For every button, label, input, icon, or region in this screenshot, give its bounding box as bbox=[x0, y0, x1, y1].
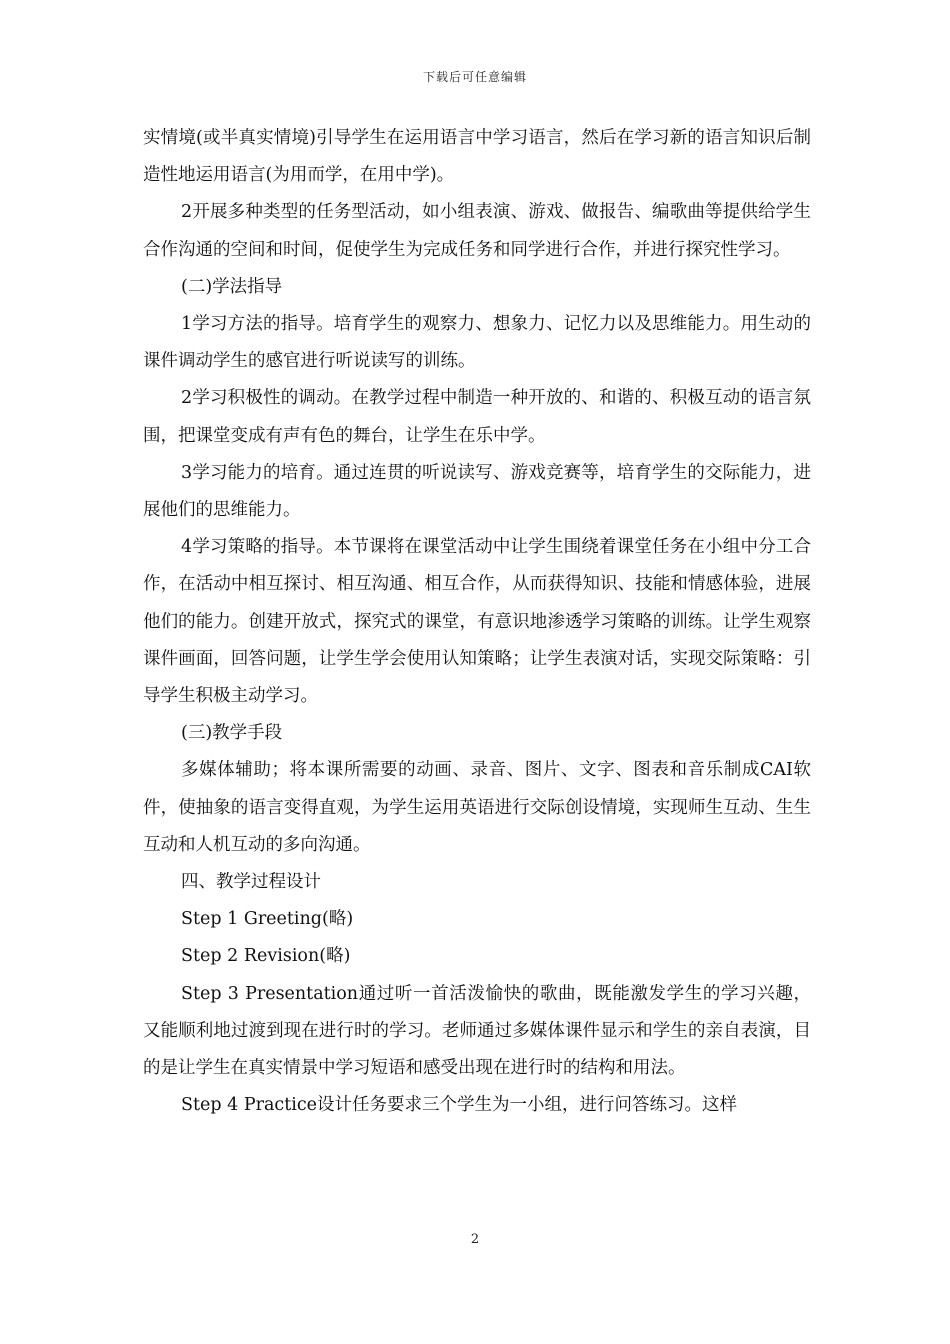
step-3-presentation: Step 3 Presentation通过听一首活泼愉快的歌曲，既能激发学生的学习兴趣，又能顺利地过渡到现在进行时的学习。老师通过多媒体课件显示和学生的亲自表演，目的是让学生在真实情景中学习短语和感受出现在进行时的结构和用法。 bbox=[143, 983, 811, 1079]
step-4-practice: Step 4 Practice设计任务要求三个学生为一小组，进行问答练习。这样 bbox=[181, 1095, 737, 1116]
paragraph-motivation: 2学习积极性的调动。在教学过程中制造一种开放的、和谐的、积极互动的语言氛围，把课堂变成有声有色的舞台，让学生在乐中学。 bbox=[143, 388, 811, 446]
paragraph-multimedia: 多媒体辅助；将本课所需要的动画、录音、图片、文字、图表和音乐制成CAI软件，使抽象的语言变得直观，为学生运用英语进行交际创设情境，实现师生互动、生生互动和人机互动的多向沟通。 bbox=[143, 760, 811, 855]
page-number: 2 bbox=[470, 1232, 480, 1247]
paragraph-strategy: 4学习策略的指导。本节课将在课堂活动中让学生围绕着课堂任务在小组中分工合作，在活动中相互探讨、相互沟通、相互合作，从而获得知识、技能和情感体验，进展他们的能力。创建开放式，探究式的课堂，有意识地渗透学习策略的训练。让学生观察课件画面，回答问题，让学生学会使用认知策略；让学生表演对话，实现交际策略：引导学生积极主动学习。 bbox=[143, 537, 811, 707]
step-1-greeting: Step 1 Greeting(略) bbox=[181, 909, 354, 930]
paragraph-ability: 3学习能力的培育。通过连贯的听说读写、游戏竞赛等，培育学生的交际能力，进展他们的思维能力。 bbox=[143, 462, 811, 521]
page-header: 下载后可任意编辑 bbox=[422, 70, 527, 84]
section-heading-teaching-means: (三)教学手段 bbox=[181, 723, 283, 744]
section-heading-process-design: 四、教学过程设计 bbox=[181, 872, 321, 893]
document-body bbox=[143, 120, 811, 1124]
section-heading-study-guidance: (二)学法指导 bbox=[181, 276, 283, 297]
step-2-revision: Step 2 Revision(略) bbox=[181, 946, 351, 967]
paragraph-study-method: 1学习方法的指导。培育学生的观察力、想象力、记忆力以及思维能力。用生动的课件调动学生的感官进行听说读写的训练。 bbox=[143, 314, 811, 372]
paragraph-task-activities: 2开展多种类型的任务型活动，如小组表演、游戏、做报告、编歌曲等提供给学生合作沟通的空间和时间，促使学生为完成任务和同学进行合作，并进行探究性学习。 bbox=[143, 202, 811, 260]
paragraph-continuation: 实情境(或半真实情境)引导学生在运用语言中学习语言，然后在学习新的语言知识后制造性地运用语言(为用而学，在用中学)。 bbox=[143, 128, 811, 186]
